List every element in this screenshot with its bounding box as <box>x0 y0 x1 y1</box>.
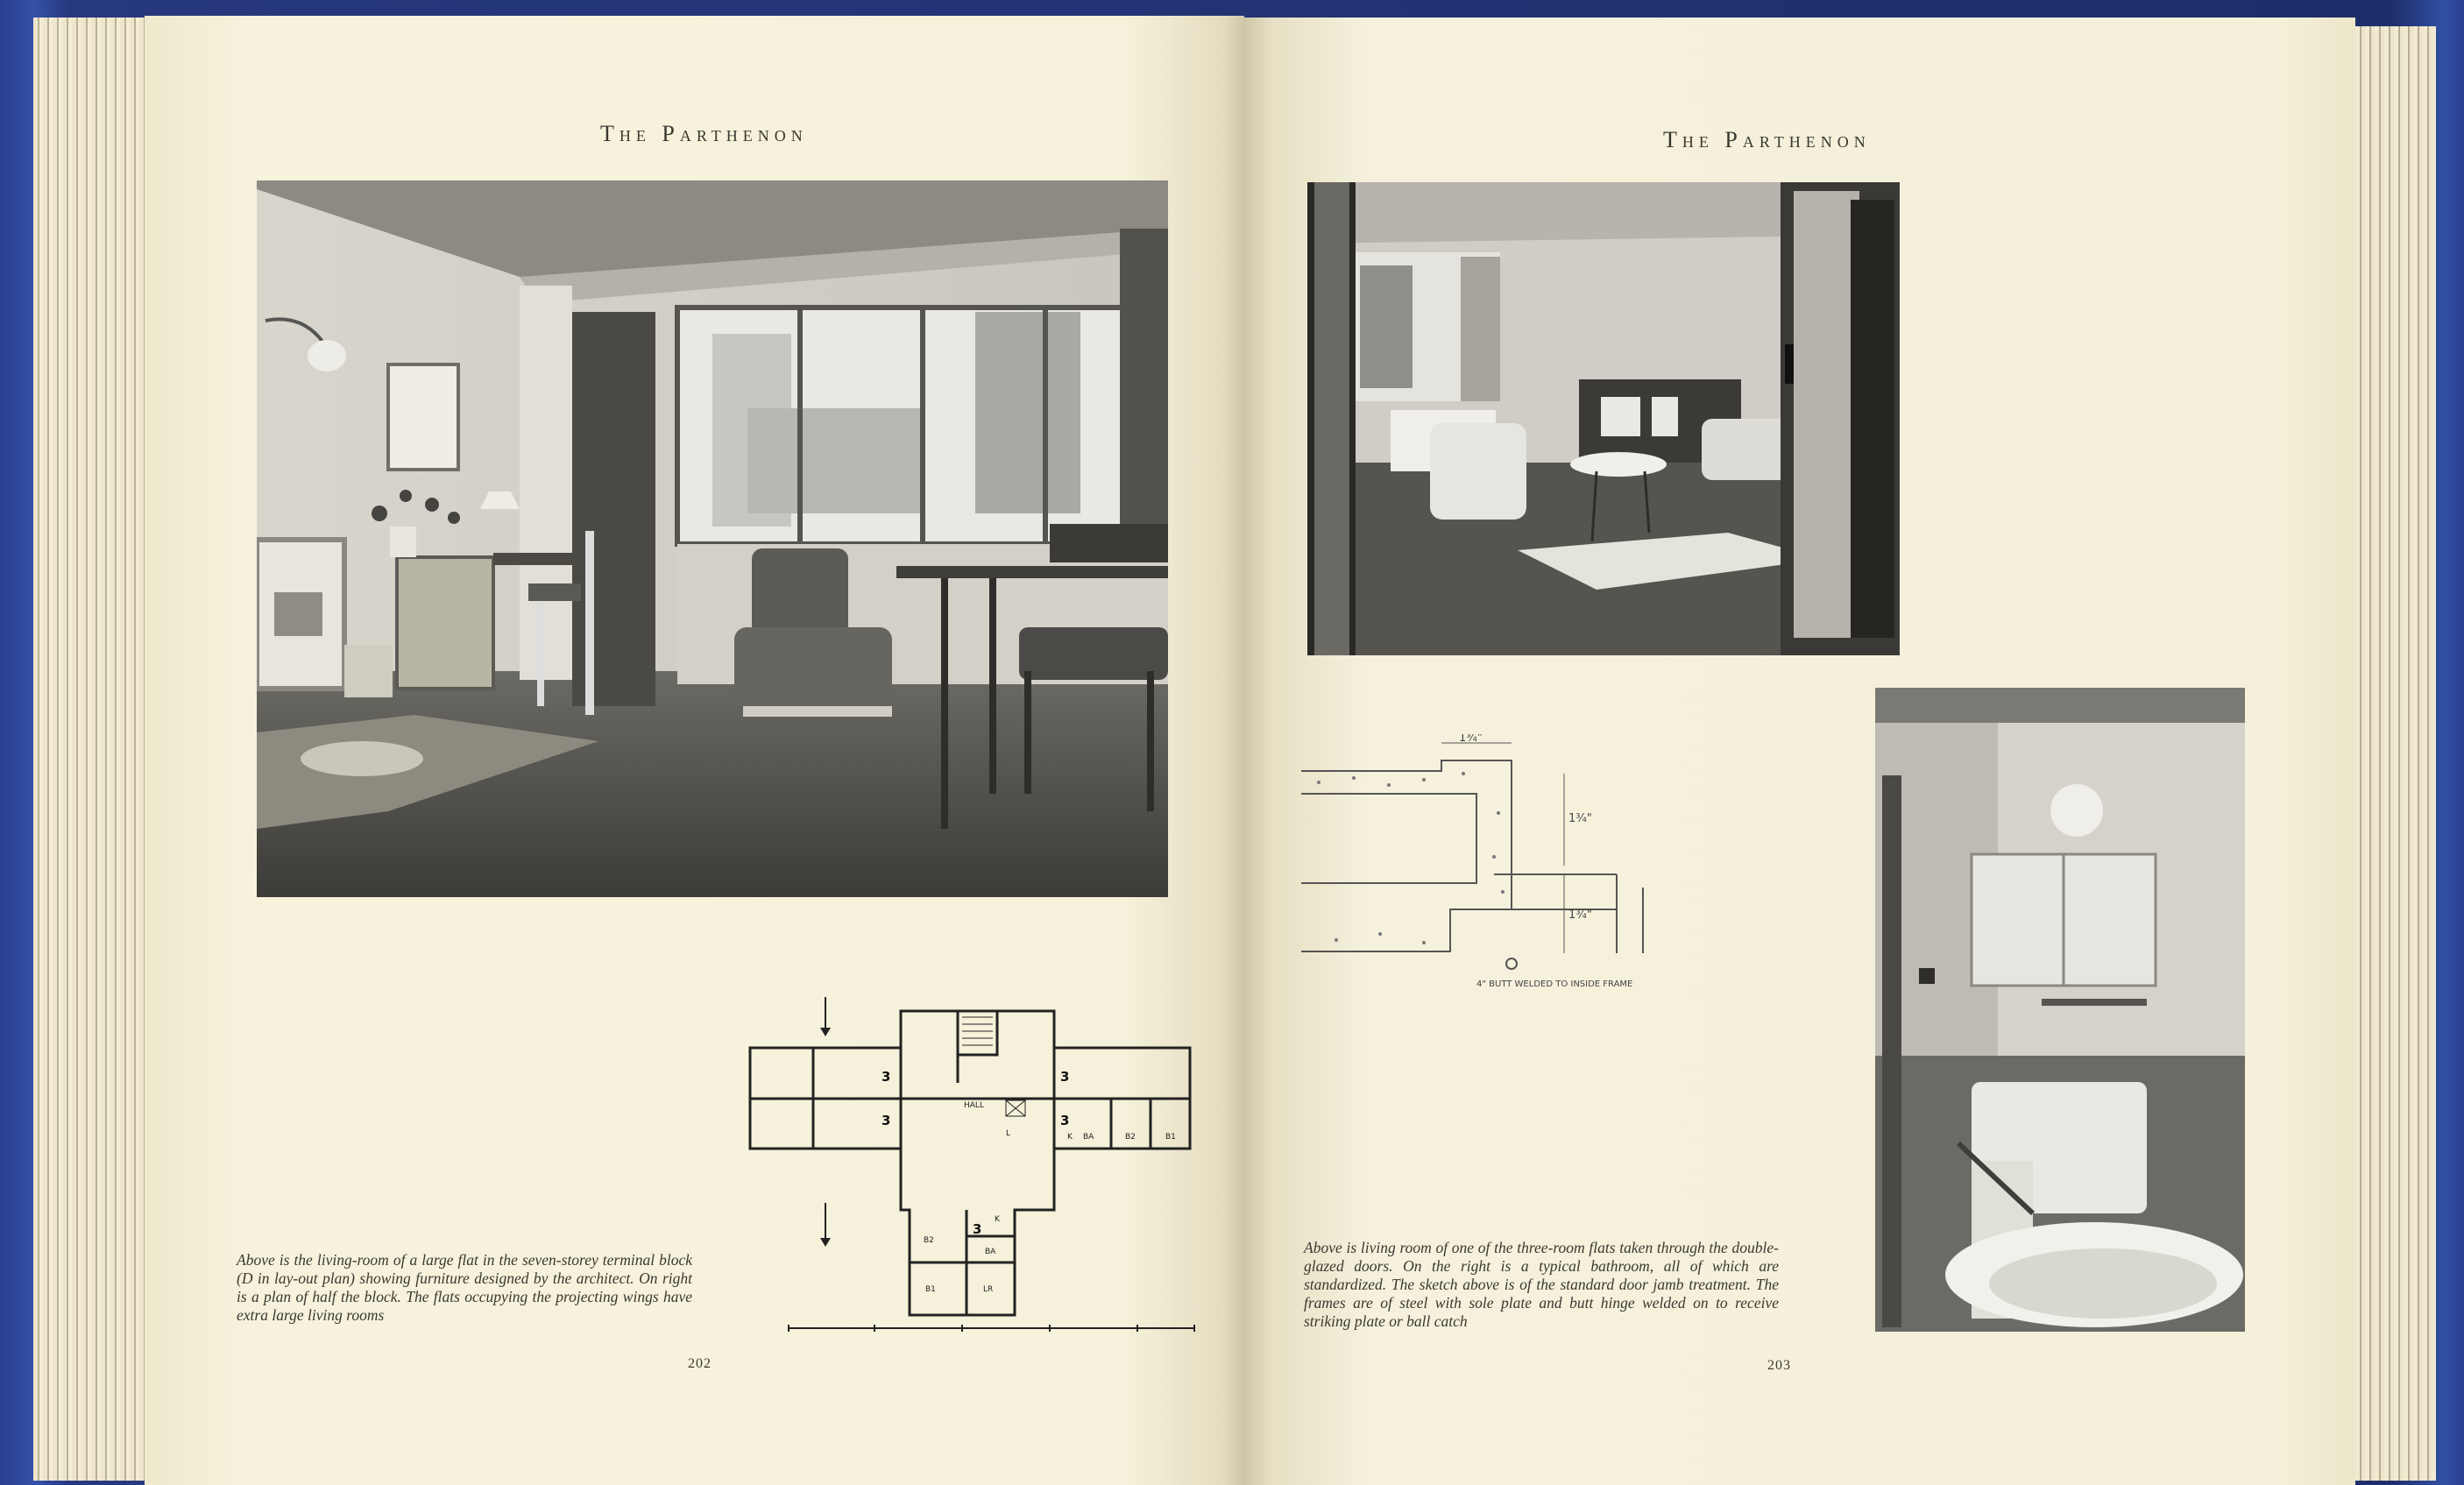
plan-label-l: L <box>1006 1129 1011 1138</box>
three-room-flat-image <box>1307 182 1900 655</box>
right-caption: Above is living room of one of the three-room flats taken through the double-glazed doors. On the right is a typical bathroom, all of which are standardized. The sketch above is of the standard door jamb treatment. The frames are of steel with sole plate and butt hinge welded on to receive striking plate or ball catch <box>1304 1239 1779 1330</box>
running-head-right: The Parthenon <box>1663 127 1871 152</box>
section-markers <box>817 993 834 1255</box>
living-room-image <box>257 180 1168 897</box>
door-jamb-drawing <box>1301 734 1678 1006</box>
plan-label-b2: B2 <box>1125 1133 1136 1142</box>
plan-label-ba-lower: BA <box>985 1248 996 1256</box>
right-page-edges <box>2355 26 2436 1481</box>
living-room-photo <box>257 180 1168 897</box>
bathroom-image <box>1875 688 2245 1332</box>
plan-label-3a: 3 <box>882 1069 891 1085</box>
left-page <box>145 16 1244 1485</box>
plan-label-3b: 3 <box>1060 1069 1070 1085</box>
plan-label-lr: LR <box>983 1285 994 1294</box>
running-head-left: The Parthenon <box>600 121 808 146</box>
left-caption: Above is the living-room of a large flat in the seven-storey terminal block (D in lay-out plan) showing furniture designed by the architect. On right is a plan of half the block. The flats occupying the projecting wings have extra large living rooms <box>237 1251 692 1324</box>
sketch-note: 4" BUTT WELDED TO INSIDE FRAME <box>1476 979 1633 989</box>
plan-label-k: K <box>1067 1133 1073 1142</box>
door-jamb-sketch <box>1301 734 1678 1006</box>
plan-label-3c: 3 <box>882 1113 891 1128</box>
right-page-number: 203 <box>1767 1358 1791 1373</box>
bathroom-photo <box>1875 688 2245 1332</box>
plan-label-hall: HALL <box>964 1101 984 1110</box>
plan-label-b1-lower: B1 <box>925 1285 936 1294</box>
plan-label-b2-lower: B2 <box>924 1236 934 1245</box>
plan-label-3d: 3 <box>1060 1113 1070 1128</box>
left-page-number: 202 <box>688 1356 712 1371</box>
plan-label-b1: B1 <box>1165 1133 1176 1142</box>
left-page-edges <box>33 18 149 1481</box>
sketch-dim-side-b: 1¾" <box>1568 909 1592 922</box>
right-page <box>1244 18 2355 1485</box>
plan-label-k-lower: K <box>995 1215 1000 1224</box>
sketch-dim-top: 1¾" <box>1459 734 1483 745</box>
three-room-flat-photo <box>1307 182 1900 655</box>
sketch-dim-side-a: 1¾" <box>1568 812 1592 825</box>
plan-label-3e: 3 <box>973 1221 982 1237</box>
plan-label-ba: BA <box>1083 1133 1094 1142</box>
